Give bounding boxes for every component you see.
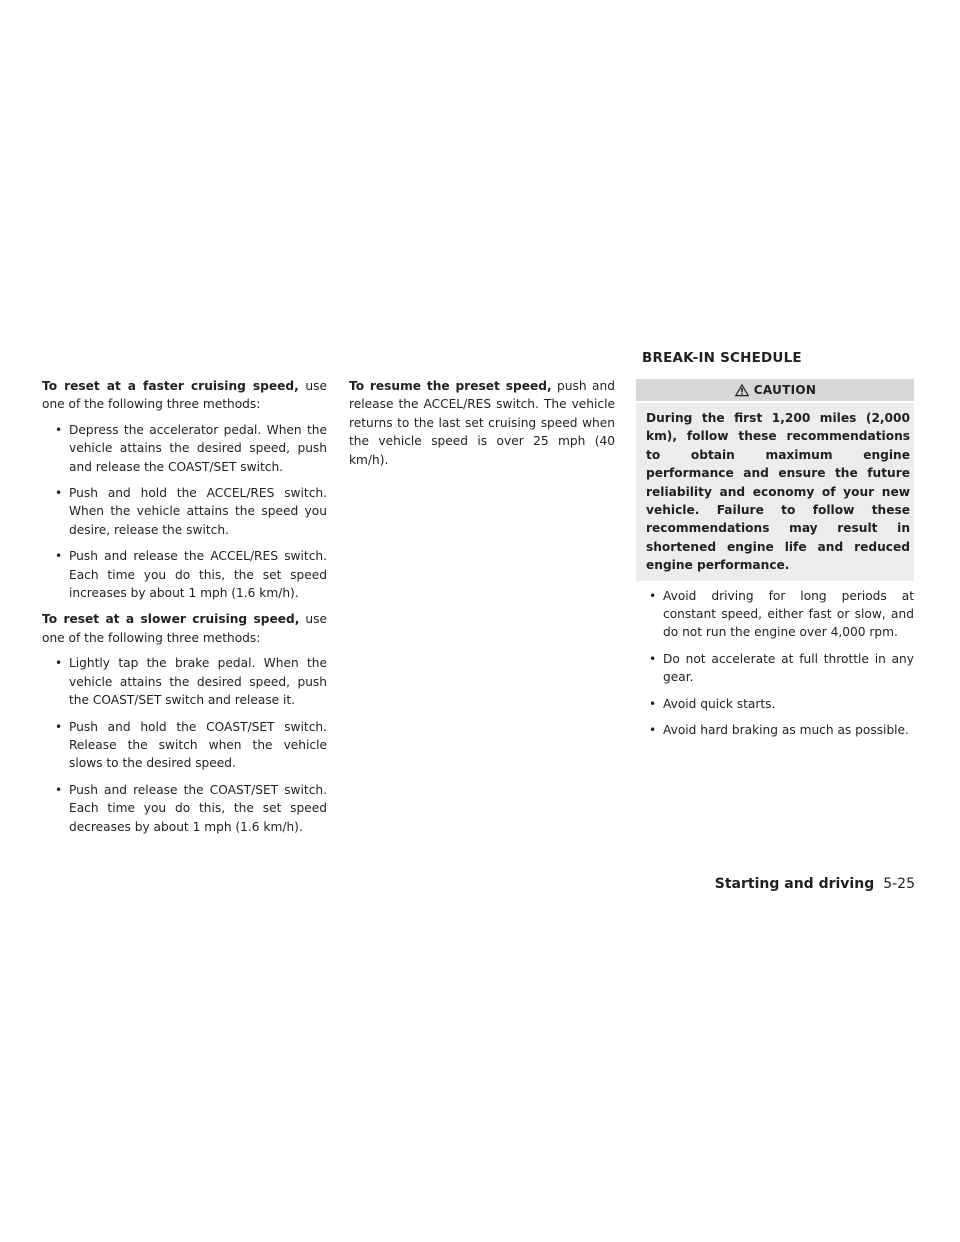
paragraph-resume xyxy=(349,377,615,469)
caution-text: During the first 1,200 miles (2,000 km), follow these recommendations to obtain maximum engine performance and ensure the future reliability and economy of your new vehicle. Failure to follow these recommendations may result in shortened engine life and reduced engine performance. xyxy=(636,403,914,581)
caution-label: CAUTION xyxy=(753,382,817,397)
list-item xyxy=(42,547,327,602)
slower-methods-list xyxy=(42,654,327,836)
faster-methods-list xyxy=(42,421,327,603)
right-column xyxy=(636,377,914,748)
bullet-icon: • xyxy=(55,549,63,564)
list-item xyxy=(42,718,327,773)
break-in-list xyxy=(636,587,914,740)
list-item xyxy=(636,721,914,739)
bullet-icon: • xyxy=(55,656,63,671)
bullet-icon: • xyxy=(55,719,63,734)
list-item-text: Avoid driving for long periods at constant speed, either fast or slow, and do not run the engine over 4,000 rpm. xyxy=(663,588,914,640)
paragraph-text: use one of the following three methods: xyxy=(42,379,327,412)
paragraph-faster xyxy=(42,377,327,414)
list-item-text: Push and hold the COAST/SET switch. Release the switch when the vehicle slows to the desired speed. xyxy=(69,719,327,771)
footer-section-name: Starting and driving xyxy=(714,876,875,892)
left-column xyxy=(42,377,327,844)
bullet-icon: • xyxy=(55,422,63,437)
page-number: 5-25 xyxy=(883,876,915,892)
list-item-text: Do not accelerate at full throttle in any gear. xyxy=(663,651,914,685)
list-item-text: Avoid hard braking as much as possible. xyxy=(663,723,909,738)
list-item-text: Avoid quick starts. xyxy=(663,696,776,711)
page-footer xyxy=(715,876,915,892)
list-item-text: Push and release the ACCEL/RES switch. Each time you do this, the set speed increases by about 1 mph (1.6 km/h). xyxy=(69,549,327,601)
middle-column xyxy=(349,377,615,476)
bullet-icon: • xyxy=(649,588,657,603)
list-item xyxy=(42,781,327,836)
bullet-icon: • xyxy=(649,696,657,711)
list-item-text: Lightly tap the brake pedal. When the vehicle attains the desired speed, push the COAST/SET switch and release it. xyxy=(69,656,327,708)
list-item-text: Push and release the COAST/SET switch. Each time you do this, the set speed decreases by about 1 mph (1.6 km/h). xyxy=(69,782,327,834)
paragraph-lead: To resume the preset speed, xyxy=(349,379,552,393)
list-item xyxy=(636,650,914,687)
paragraph-lead: To reset at a faster cruising speed, xyxy=(42,379,299,393)
bullet-icon: • xyxy=(649,651,657,666)
paragraph-slower xyxy=(42,610,327,647)
bullet-icon: • xyxy=(55,782,63,797)
list-item xyxy=(42,654,327,709)
list-item xyxy=(42,484,327,539)
list-item-text: Depress the accelerator pedal. When the vehicle attains the desired speed, push and release the COAST/SET switch. xyxy=(69,422,327,474)
bullet-icon: • xyxy=(55,486,63,501)
list-item-text: Push and hold the ACCEL/RES switch. When the vehicle attains the speed you desire, release the switch. xyxy=(69,486,327,537)
warning-triangle-icon xyxy=(734,383,750,397)
list-item xyxy=(42,421,327,476)
paragraph-text: push and release the ACCEL/RES switch. The vehicle returns to the last set cruising speed when the vehicle speed is over 25 mph (40 km/h). xyxy=(349,379,615,467)
list-item xyxy=(636,587,914,642)
paragraph-lead: To reset at a slower cruising speed, xyxy=(42,612,300,627)
paragraph-text: use one of the following three methods: xyxy=(42,612,327,645)
section-title: BREAK-IN SCHEDULE xyxy=(642,350,802,366)
bullet-icon: • xyxy=(649,723,657,738)
caution-header xyxy=(636,379,914,401)
list-item xyxy=(636,695,914,713)
